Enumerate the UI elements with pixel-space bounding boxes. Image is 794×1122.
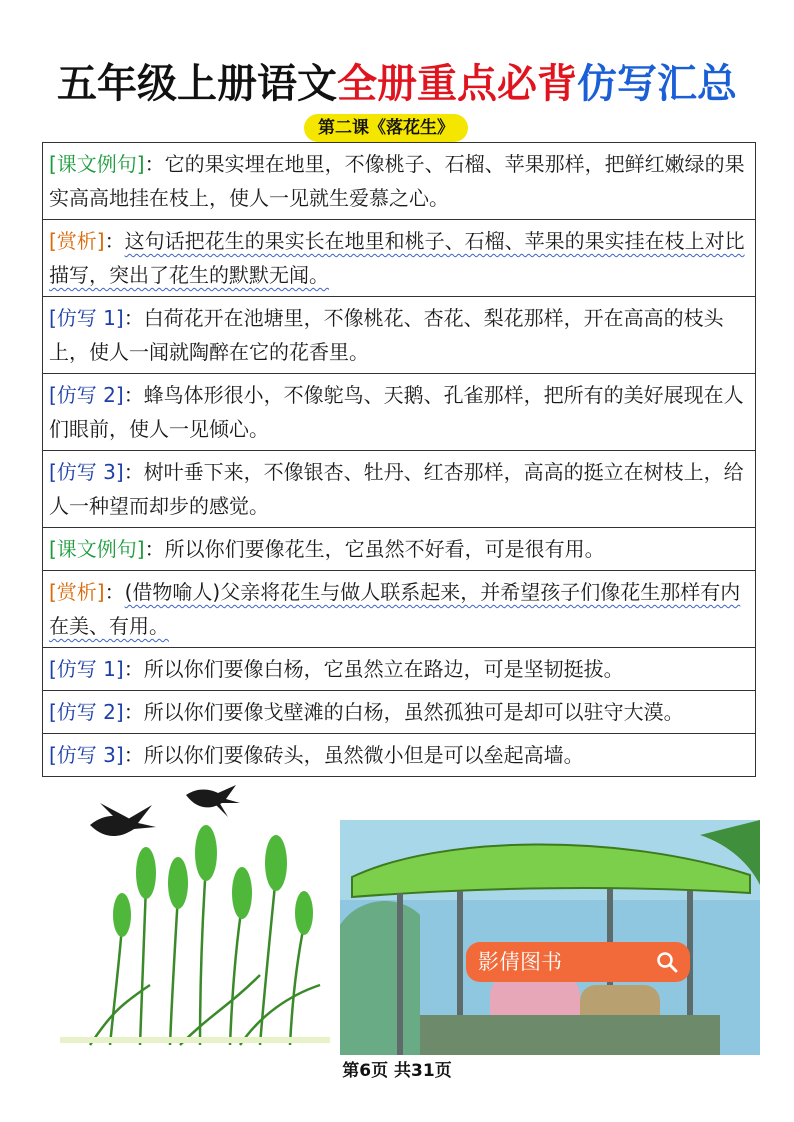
table-cell [43, 297, 756, 374]
row-tag: [仿写 2] [49, 383, 124, 407]
row-tag: [仿写 2] [49, 700, 124, 724]
watermark-label: 影倩图书 [478, 950, 562, 974]
publisher-watermark [466, 942, 690, 982]
table-cell [43, 143, 756, 220]
row-text: 所以你们要像花生，它虽然不好看，可是很有用。 [164, 537, 605, 561]
page-title [0, 58, 794, 110]
table-cell [43, 451, 756, 528]
row-separator: ： [123, 743, 144, 767]
row-separator: ： [123, 383, 144, 407]
row-text: 所以你们要像砖头，虽然微小但是可以垒起高墙。 [143, 743, 584, 767]
table-row [43, 143, 756, 220]
title-part-imitation: 仿写汇总 [577, 60, 737, 107]
row-tag: [赏析] [49, 229, 105, 253]
table-row [43, 297, 756, 374]
table-cell [43, 691, 756, 734]
row-tag: [赏析] [49, 580, 105, 604]
title-part-key: 全册重点必背 [337, 60, 577, 107]
row-separator: ： [144, 537, 165, 561]
lesson-badge: 第二课《落花生》 [304, 114, 468, 142]
row-text: 白荷花开在池塘里，不像桃花、杏花、梨花那样，开在高高的枝头上，使人一闻就陶醉在它的花香里。 [49, 306, 724, 364]
wheat-plants-icon [60, 825, 330, 1045]
row-separator: ： [123, 700, 144, 724]
row-tag: [仿写 3] [49, 460, 124, 484]
row-text: 它的果实埋在地里，不像桃子、石榴、苹果那样，把鲜红嫩绿的果实高高地挂在枝上，使人一见就生爱慕之心。 [49, 152, 745, 210]
table-row [43, 571, 756, 648]
title-part-grade: 五年级上册语文 [57, 60, 337, 107]
table-row [43, 691, 756, 734]
content-table [42, 142, 756, 777]
row-tag: [课文例句] [49, 537, 145, 561]
row-separator: ： [104, 229, 125, 253]
table-cell [43, 734, 756, 777]
row-separator: ： [144, 152, 165, 176]
row-separator: ： [123, 657, 144, 681]
row-text: 树叶垂下来，不像银杏、牡丹、红杏那样，高高的挺立在树枝上，给人一种望而却步的感觉。 [49, 460, 744, 518]
table-cell [43, 528, 756, 571]
table-row [43, 220, 756, 297]
row-tag: [课文例句] [49, 152, 145, 176]
row-separator: ： [123, 306, 144, 330]
swallow-bird-icon [186, 785, 240, 817]
table-row [43, 528, 756, 571]
page-number: 第6页 共31页 [342, 1061, 452, 1081]
row-text: 所以你们要像白杨，它虽然立在路边，可是坚韧挺拔。 [143, 657, 624, 681]
table-row [43, 451, 756, 528]
illustration [60, 775, 760, 1055]
row-tag: [仿写 3] [49, 743, 124, 767]
row-tag: [仿写 1] [49, 306, 124, 330]
table-cell [43, 374, 756, 451]
table-row [43, 734, 756, 777]
row-tag: [仿写 1] [49, 657, 124, 681]
row-separator: ： [104, 580, 125, 604]
table-row [43, 374, 756, 451]
row-text: 所以你们要像戈壁滩的白杨，虽然孤独可是却可以驻守大漠。 [143, 700, 684, 724]
search-icon [656, 951, 678, 973]
row-text: 这句话把花生的果实长在地里和桃子、石榴、苹果的果实挂在枝上对比描写，突出了花生的默默无闻。 [49, 229, 745, 287]
pavilion-scene-image [340, 820, 760, 1055]
row-text: (借物喻人)父亲将花生与做人联系起来，并希望孩子们像花生那样有内在美、有用。 [49, 580, 741, 638]
table-cell [43, 571, 756, 648]
row-text: 蜂鸟体形很小，不像鸵鸟、天鹅、孔雀那样，把所有的美好展现在人们眼前，使人一见倾心。 [49, 383, 744, 441]
table-cell [43, 648, 756, 691]
table-row [43, 648, 756, 691]
table-cell [43, 220, 756, 297]
row-separator: ： [123, 460, 144, 484]
swallow-bird-icon [90, 803, 156, 836]
